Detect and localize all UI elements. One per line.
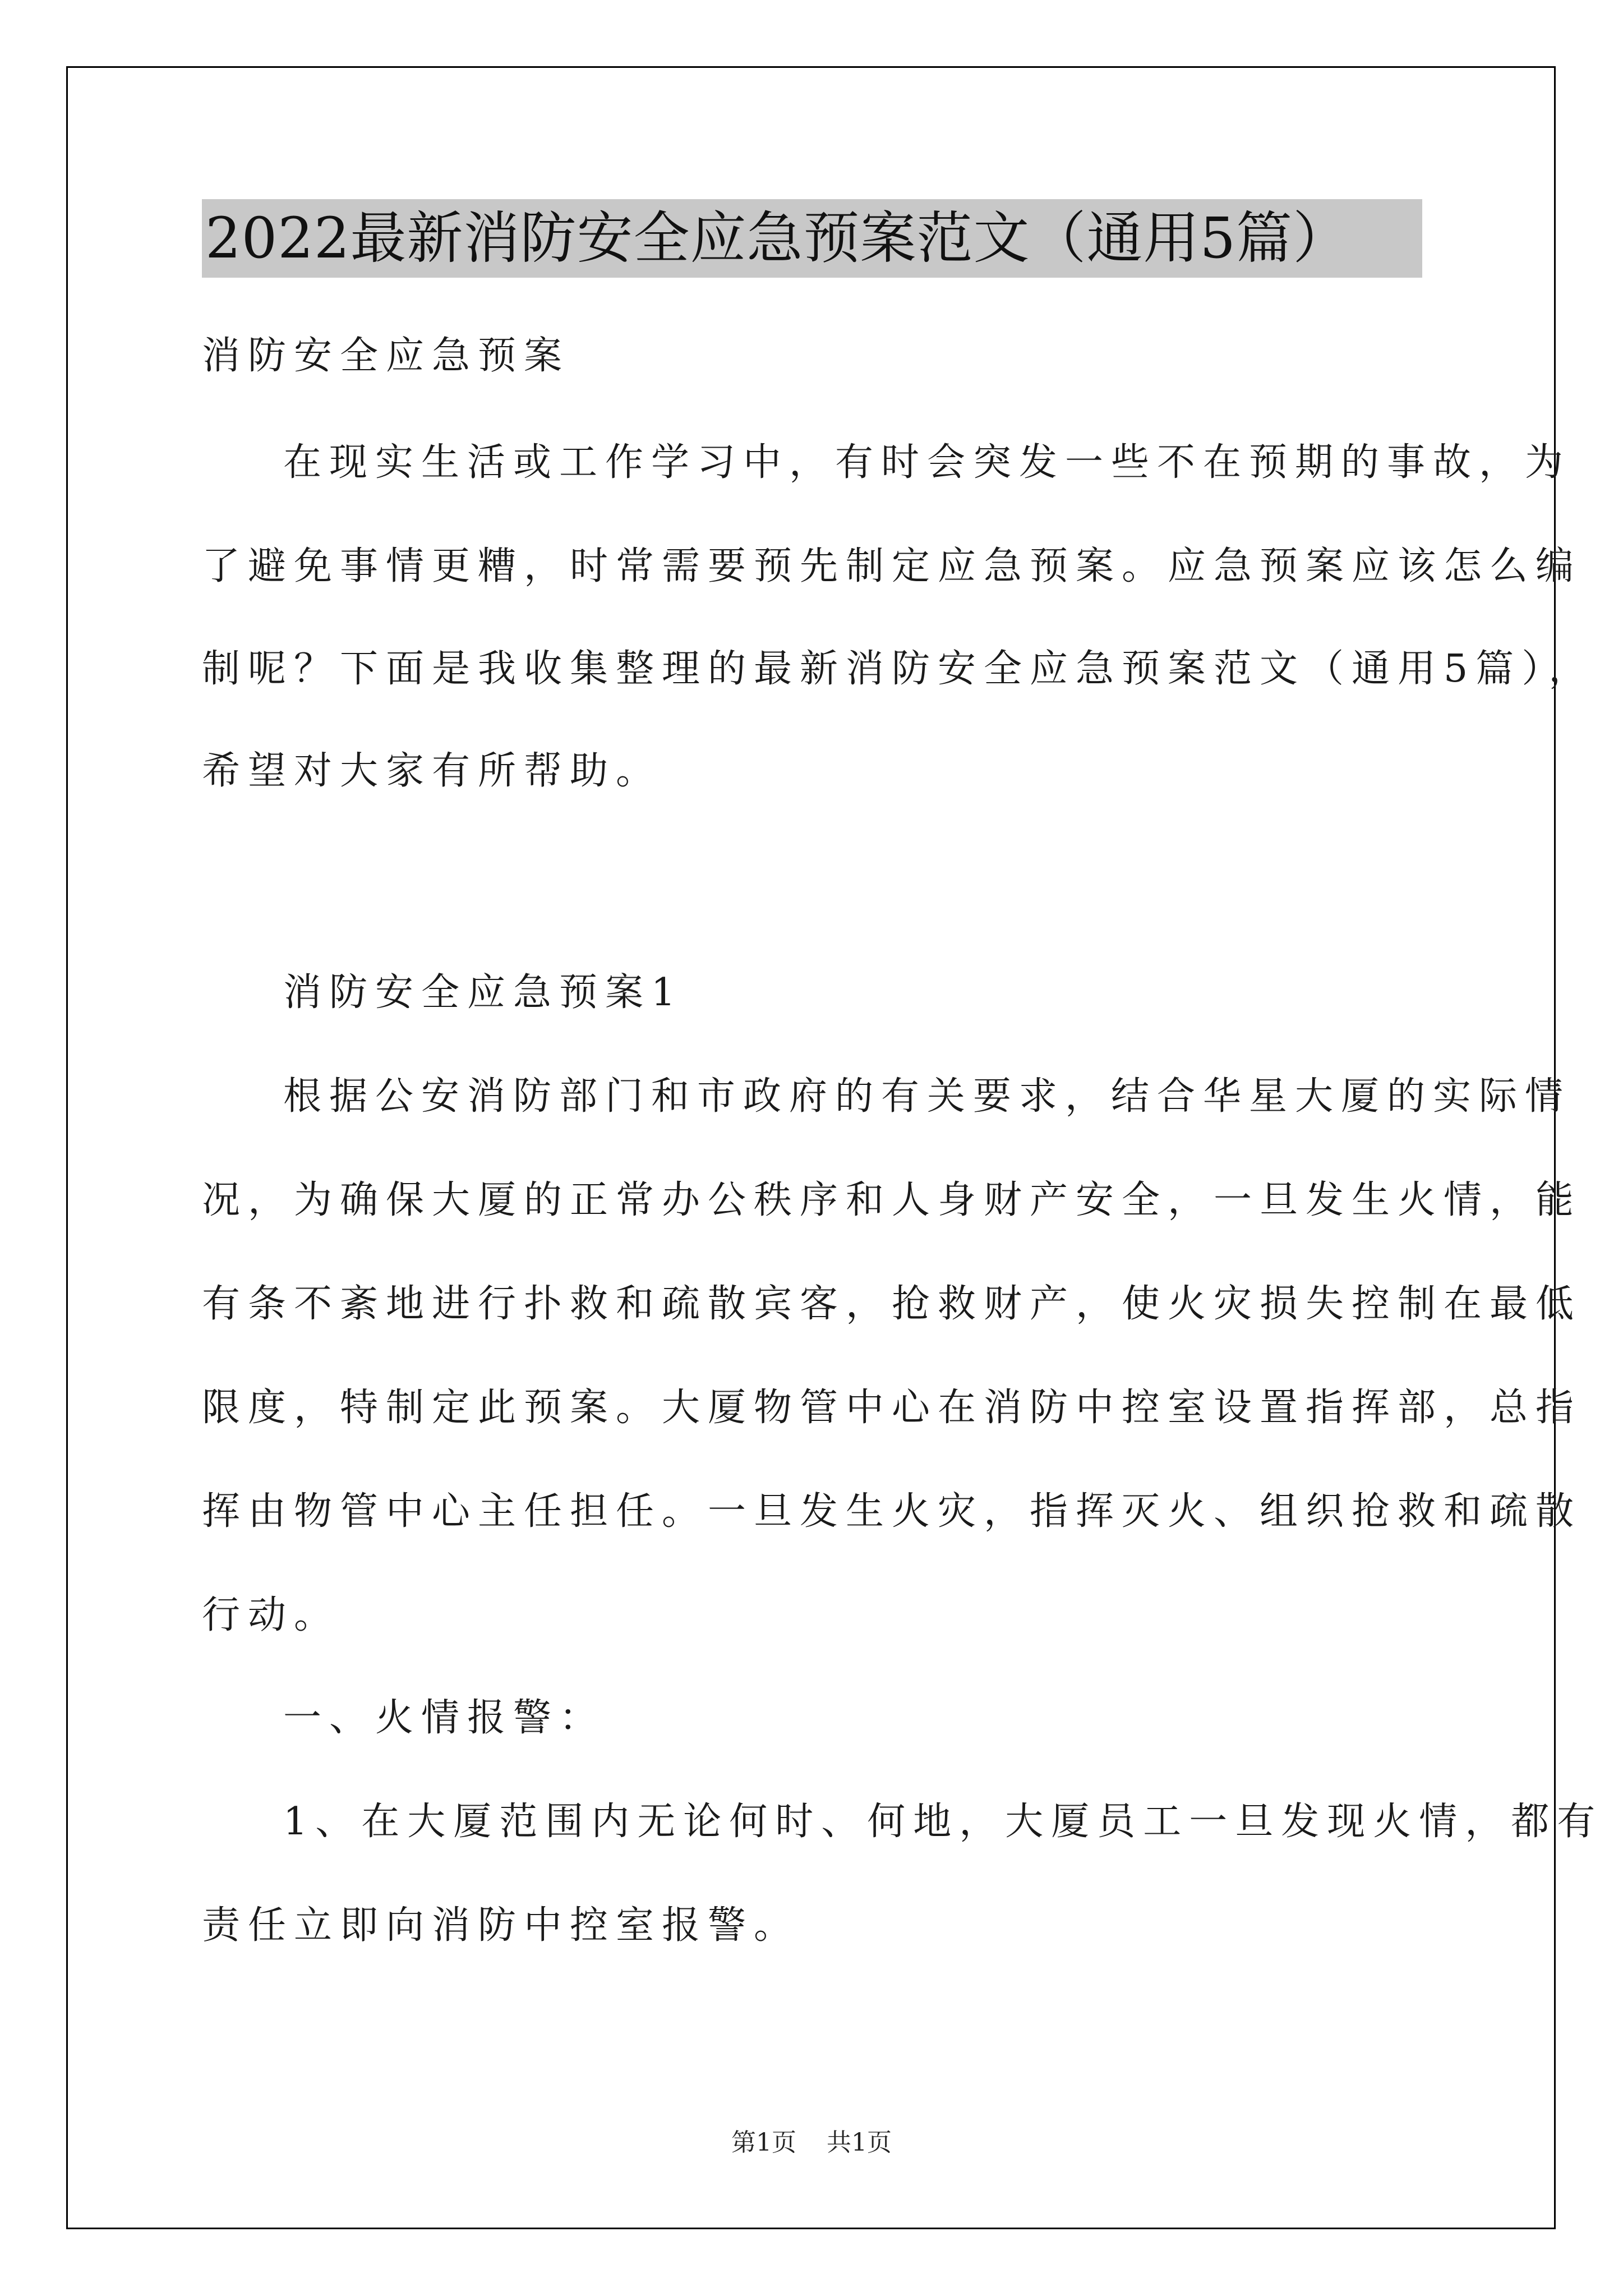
intro-line-3: 制呢？下面是我收集整理的最新消防安全应急预案范文（通用5篇）， bbox=[202, 647, 1595, 691]
intro-line-1: 在现实生活或工作学习中，有时会突发一些不在预期的事故，为 bbox=[283, 440, 1571, 485]
section-body-line-6: 行动。 bbox=[202, 1593, 340, 1637]
section-heading: 消防安全应急预案1 bbox=[283, 970, 684, 1015]
section-body-line-3: 有条不紊地进行扑救和疏散宾客，抢救财产，使火灾损失控制在最低 bbox=[202, 1282, 1582, 1326]
section-body-line-2: 况，为确保大厦的正常办公秩序和人身财产安全，一旦发生火情，能 bbox=[202, 1178, 1582, 1222]
page-footer bbox=[0, 2126, 1623, 2160]
item-heading: 一、火情报警： bbox=[283, 1696, 606, 1740]
document-subtitle: 消防安全应急预案 bbox=[202, 334, 570, 378]
item-1-line-1: 1、在大厦范围内无论何时、何地，大厦员工一旦发现火情，都有 bbox=[283, 1800, 1603, 1844]
document-title: 2022最新消防安全应急预案范文（通用5篇） bbox=[202, 199, 1422, 278]
section-body-line-4: 限度，特制定此预案。大厦物管中心在消防中控室设置指挥部，总指 bbox=[202, 1386, 1582, 1430]
section-body-line-1: 根据公安消防部门和市政府的有关要求，结合华星大厦的实际情 bbox=[283, 1074, 1571, 1119]
intro-line-2: 了避免事情更糟，时常需要预先制定应急预案。应急预案应该怎么编 bbox=[202, 544, 1582, 588]
intro-line-4: 希望对大家有所帮助。 bbox=[202, 749, 662, 793]
page-number-total: 共1页 bbox=[827, 2128, 892, 2157]
section-body-line-5: 挥由物管中心主任担任。一旦发生火灾，指挥灭火、组织抢救和疏散 bbox=[202, 1489, 1582, 1534]
item-1-line-2: 责任立即向消防中控室报警。 bbox=[202, 1903, 800, 1948]
page-number-current: 第1页 bbox=[731, 2128, 796, 2157]
